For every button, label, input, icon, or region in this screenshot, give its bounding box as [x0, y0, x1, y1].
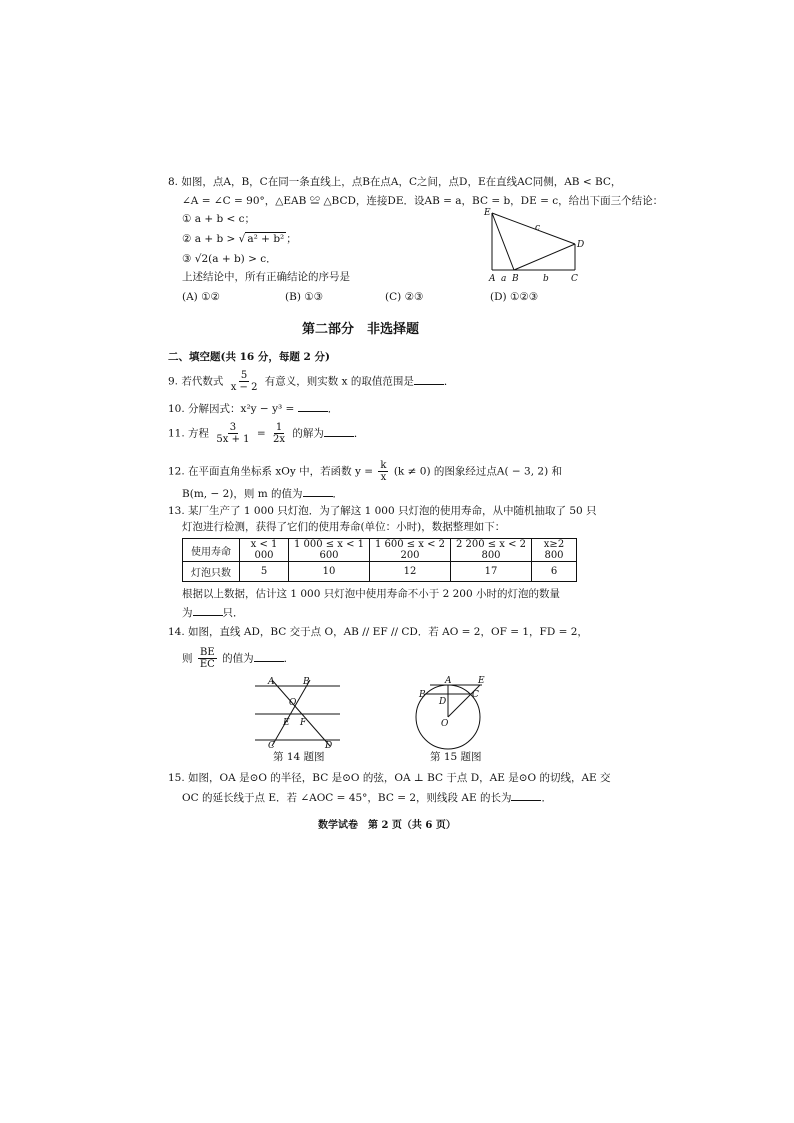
q13-line4 — [182, 605, 244, 620]
q13-line4-pre: 为 — [182, 607, 193, 619]
q9-den: x − 2 — [230, 382, 258, 393]
table-cell: 6 — [532, 562, 577, 582]
q10-text: 10. 分解因式：x²y − y³ = — [168, 403, 295, 415]
q8-option-b: (B) ①③ — [285, 291, 324, 303]
q13-answer-blank[interactable] — [193, 605, 223, 616]
q12-answer-blank[interactable] — [303, 486, 333, 497]
q11-fraction-2 — [271, 422, 287, 445]
q13-table — [182, 538, 577, 582]
q8-line1: 8. 如图，点A，B，C在同一条直线上，点B在点A，C之间，点D，E在直线AC同侧，AB < BC， — [168, 176, 622, 188]
q12-pre: 12. 在平面直角坐标系 xOy 中，若函数 y = — [168, 465, 374, 478]
q11-answer-blank[interactable] — [324, 426, 354, 437]
q15-figure-caption: 第 15 题图 — [430, 751, 482, 763]
q9 — [168, 370, 454, 393]
q8-fig-label-d: D — [577, 240, 585, 250]
q11 — [168, 422, 364, 445]
table-cell: 灯泡只数 — [183, 562, 240, 582]
q12-end: ． — [332, 488, 343, 500]
q12-num: k — [380, 460, 387, 471]
q11-num-1: 3 — [229, 422, 237, 433]
q8-option-c: (C) ②③ — [385, 291, 424, 303]
q9-post: 有意义，则实数 x 的取值范围是 — [264, 375, 414, 388]
q15-line1: 15. 如图，OA 是⊙O 的半径，BC 是⊙O 的弦，OA ⊥ BC 于点 D，AE 是⊙O 的切线，AE 交 — [168, 772, 611, 784]
q14-end: ． — [283, 652, 295, 665]
q8-conclusion-2: ② a + b > √ a² + b² ； — [182, 233, 297, 245]
part2-title: 第二部分 非选择题 — [302, 322, 420, 337]
q14-fig-label-f: F — [300, 718, 307, 728]
q9-answer-blank[interactable] — [414, 374, 444, 385]
q15-figure — [410, 672, 500, 754]
table-cell: 5 — [240, 562, 289, 582]
table-cell: 17 — [451, 562, 532, 582]
q14-fig-label-e: E — [283, 718, 290, 728]
table-cell: x < 1 000 — [240, 539, 289, 562]
q9-num: 5 — [240, 370, 248, 381]
q11-post: 的解为 — [292, 427, 324, 440]
table-cell: 使用寿命 — [183, 539, 240, 562]
page-footer: 数学试卷 第 2 页（共 6 页） — [318, 820, 456, 831]
q15-line2-text: OC 的延长线于点 E．若 ∠AOC = 45°，BC = 2，则线段 AE 的长为 — [182, 792, 512, 804]
q14-line2 — [182, 647, 294, 670]
q8-conclusion-1: ① a + b < c； — [182, 213, 256, 225]
q15-fig-label-e: E — [478, 676, 485, 686]
section2-heading: 二、填空题(共 16 分，每题 2 分) — [168, 351, 330, 363]
q12-fraction — [378, 460, 388, 483]
q15-end: ． — [541, 792, 552, 804]
q15-fig-label-a: A — [445, 676, 452, 686]
table-cell: 12 — [370, 562, 451, 582]
q8-fig-label-a: A — [489, 274, 496, 284]
q11-den-1: 5x + 1 — [216, 434, 250, 445]
q15-fig-label-d: D — [439, 697, 447, 707]
q11-fraction-1 — [214, 422, 251, 445]
q11-den-2: 2x — [273, 434, 286, 445]
q8-c2-post: ； — [286, 233, 297, 245]
q8-line2: ∠A = ∠C = 90°，△EAB ≌ △BCD，连接DE．设AB = a，BC = b，DE = c，给出下面三个结论： — [182, 195, 664, 207]
q14-fig-label-a: A — [268, 677, 275, 687]
q12-line2 — [182, 486, 343, 501]
q8-fig-label-b: B — [512, 274, 519, 284]
q8-stem: 上述结论中，所有正确结论的序号是 — [182, 271, 350, 283]
q11-end: ． — [353, 427, 365, 440]
table-cell: 1 000 ≤ x < 1 600 — [289, 539, 370, 562]
q13-line2: 灯泡进行检测，获得了它们的使用寿命(单位：小时)，数据整理如下： — [182, 521, 506, 533]
table-cell: 10 — [289, 562, 370, 582]
table-row — [183, 562, 577, 582]
q8-option-a: (A) ①② — [182, 291, 220, 303]
q12-den: x — [380, 472, 387, 483]
q12-post: (k ≠ 0) 的图象经过点A( − 3, 2) 和 — [393, 465, 562, 478]
table-cell: 1 600 ≤ x < 2 200 — [370, 539, 451, 562]
q8-fig-label-c-lower: c — [535, 223, 541, 233]
q8-fig-label-c: C — [571, 274, 578, 284]
table-cell: 2 200 ≤ x < 2 800 — [451, 539, 532, 562]
q15-line2 — [182, 790, 552, 805]
q9-pre: 9. 若代数式 — [168, 375, 224, 388]
q8-option-d: (D) ①②③ — [490, 291, 539, 303]
q8-fig-label-b-lower: b — [543, 274, 549, 284]
q14-post: 的值为 — [222, 652, 254, 665]
q15-fig-label-c: C — [472, 690, 479, 700]
q11-equals: = — [256, 427, 266, 440]
q14-line1: 14. 如图，直线 AD，BC 交于点 O，AB // EF // CD．若 AO = 2，OF = 1，FD = 2， — [168, 626, 588, 638]
q14-num: BE — [199, 647, 215, 658]
q8-figure — [480, 203, 590, 285]
q14-fig-label-b: B — [303, 677, 310, 687]
q9-end: ． — [443, 375, 455, 388]
q11-pre: 11. 方程 — [168, 427, 210, 440]
q14-fig-label-d: D — [325, 741, 333, 750]
q12-line2-text: B(m, − 2)，则 m 的值为 — [182, 488, 303, 500]
q14-fraction — [198, 647, 217, 670]
q8-c2-radicand: a² + b² — [247, 233, 285, 245]
q10 — [168, 401, 338, 416]
q12-line1 — [168, 460, 562, 483]
q13-line1: 13. 某厂生产了 1 000 只灯泡．为了解这 1 000 只灯泡的使用寿命，从中随机抽取了 50 只 — [168, 505, 597, 517]
q15-fig-label-b: B — [419, 690, 426, 700]
q14-pre: 则 — [182, 652, 193, 665]
q14-den: EC — [199, 659, 215, 670]
q14-figure-caption: 第 14 题图 — [273, 751, 325, 763]
q13-line3: 根据以上数据，估计这 1 000 只灯泡中使用寿命不小于 2 200 小时的灯泡的数量 — [182, 588, 560, 600]
q14-figure — [250, 672, 350, 750]
q13-line4-post: 只． — [222, 607, 244, 619]
table-cell: x≥2 800 — [532, 539, 577, 562]
q8-fig-label-a-lower: a — [501, 274, 507, 284]
q14-answer-blank[interactable] — [254, 651, 284, 662]
q8-conclusion-3: ③ √2(a + b) > c． — [182, 253, 277, 265]
q8-fig-label-e: E — [484, 208, 491, 218]
q10-end: ． — [327, 403, 339, 415]
q15-answer-blank[interactable] — [511, 790, 541, 801]
q11-num-2: 1 — [275, 422, 283, 433]
q14-fig-label-c: C — [268, 741, 275, 750]
q15-fig-label-o: O — [441, 719, 449, 729]
table-row — [183, 539, 577, 562]
q9-fraction — [229, 370, 260, 393]
q14-fig-label-o: O — [289, 698, 297, 708]
q10-answer-blank[interactable] — [298, 401, 328, 412]
q8-c2-pre: ② a + b > — [182, 233, 236, 245]
